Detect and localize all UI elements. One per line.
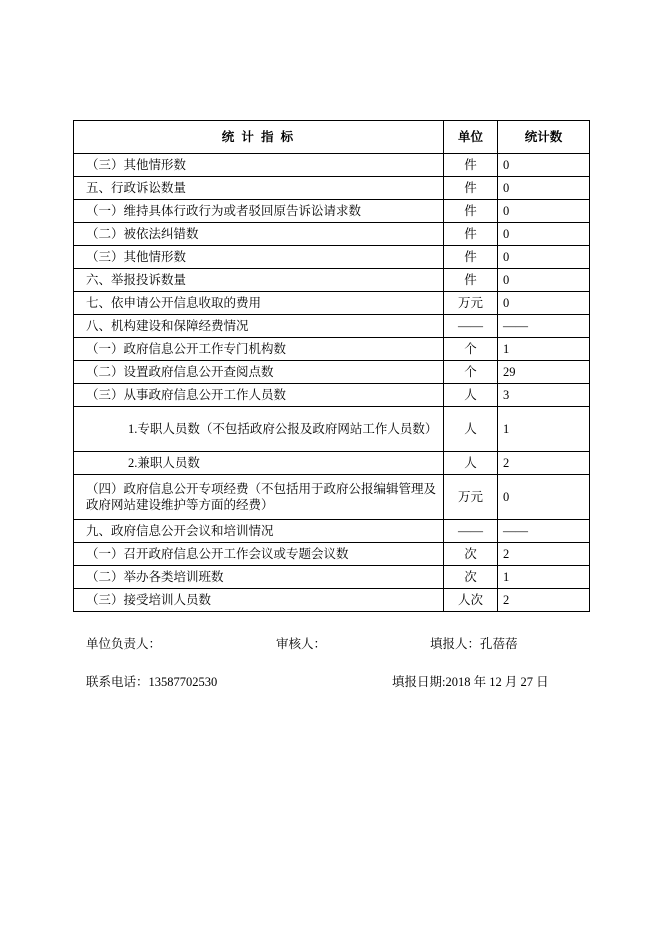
table-row <box>74 543 590 566</box>
reviewer-label: 审核人： <box>276 637 327 651</box>
unit-cell: 件 <box>444 177 498 200</box>
value-cell: 0 <box>498 223 590 246</box>
unit-cell: 万元 <box>444 475 498 520</box>
value-cell: —— <box>498 315 590 338</box>
unit-cell: 个 <box>444 338 498 361</box>
table-row <box>74 246 590 269</box>
indicator-cell: 1.专职人员数（不包括政府公报及政府网站工作人员数） <box>74 407 444 452</box>
table-row <box>74 361 590 384</box>
table-row <box>74 315 590 338</box>
value-cell: 3 <box>498 384 590 407</box>
form-footer <box>73 634 589 692</box>
indicator-cell: （一）维持具体行政行为或者驳回原告诉讼请求数 <box>74 200 444 223</box>
table-row <box>74 177 590 200</box>
statistics-table-container <box>73 120 589 612</box>
value-cell: 0 <box>498 177 590 200</box>
unit-cell: 人 <box>444 452 498 475</box>
table-row <box>74 154 590 177</box>
unit-cell: 次 <box>444 566 498 589</box>
value-cell: 0 <box>498 292 590 315</box>
indicator-cell: 七、依申请公开信息收取的费用 <box>74 292 444 315</box>
indicator-cell: （三）其他情形数 <box>74 246 444 269</box>
unit-cell: 人 <box>444 407 498 452</box>
table-row <box>74 384 590 407</box>
unit-cell: 件 <box>444 154 498 177</box>
unit-cell: 次 <box>444 543 498 566</box>
footer-row-contact <box>73 672 589 692</box>
unit-cell: —— <box>444 315 498 338</box>
unit-cell: 件 <box>444 200 498 223</box>
statistics-table <box>73 120 590 612</box>
unit-cell: —— <box>444 520 498 543</box>
value-cell: 2 <box>498 452 590 475</box>
value-cell: 1 <box>498 338 590 361</box>
value-cell: 0 <box>498 269 590 292</box>
indicator-cell: 2.兼职人员数 <box>74 452 444 475</box>
table-row <box>74 566 590 589</box>
value-cell: 2 <box>498 589 590 612</box>
unit-cell: 人次 <box>444 589 498 612</box>
table-row <box>74 223 590 246</box>
value-cell: 1 <box>498 566 590 589</box>
footer-row-signatures <box>73 634 589 654</box>
value-cell: 0 <box>498 475 590 520</box>
indicator-cell: （一）政府信息公开工作专门机构数 <box>74 338 444 361</box>
indicator-cell: 九、政府信息公开会议和培训情况 <box>74 520 444 543</box>
contact-phone: 联系电话：13587702530 <box>86 675 218 689</box>
value-cell: 0 <box>498 246 590 269</box>
value-cell: 0 <box>498 200 590 223</box>
value-cell: 29 <box>498 361 590 384</box>
table-row <box>74 200 590 223</box>
value-cell: 0 <box>498 154 590 177</box>
indicator-cell: （四）政府信息公开专项经费（不包括用于政府公报编辑管理及政府网站建设维护等方面的经费） <box>74 475 444 520</box>
table-row <box>74 452 590 475</box>
indicator-cell: 八、机构建设和保障经费情况 <box>74 315 444 338</box>
value-cell: —— <box>498 520 590 543</box>
indicator-cell: （三）其他情形数 <box>74 154 444 177</box>
table-row <box>74 589 590 612</box>
unit-cell: 万元 <box>444 292 498 315</box>
table-row <box>74 407 590 452</box>
indicator-cell: （三）接受培训人员数 <box>74 589 444 612</box>
table-row <box>74 475 590 520</box>
indicator-cell: 五、行政诉讼数量 <box>74 177 444 200</box>
header-indicator: 统 计 指 标 <box>74 121 444 154</box>
filler-name: 填报人：孔蓓蓓 <box>430 637 518 651</box>
value-cell: 2 <box>498 543 590 566</box>
indicator-cell: 六、举报投诉数量 <box>74 269 444 292</box>
unit-cell: 件 <box>444 223 498 246</box>
report-date: 填报日期:2018 年 12 月 27 日 <box>392 675 549 689</box>
header-unit: 单位 <box>444 121 498 154</box>
indicator-cell: （二）设置政府信息公开查阅点数 <box>74 361 444 384</box>
table-row <box>74 520 590 543</box>
responsible-person-label: 单位负责人： <box>86 637 162 651</box>
indicator-cell: （三）从事政府信息公开工作人员数 <box>74 384 444 407</box>
table-row <box>74 292 590 315</box>
value-cell: 1 <box>498 407 590 452</box>
header-count: 统计数 <box>498 121 590 154</box>
indicator-cell: （一）召开政府信息公开工作会议或专题会议数 <box>74 543 444 566</box>
table-row <box>74 269 590 292</box>
unit-cell: 件 <box>444 269 498 292</box>
unit-cell: 个 <box>444 361 498 384</box>
table-header <box>74 121 590 154</box>
indicator-cell: （二）被依法纠错数 <box>74 223 444 246</box>
header-row <box>74 121 590 154</box>
table-body <box>74 154 590 612</box>
table-row <box>74 338 590 361</box>
indicator-cell: （二）举办各类培训班数 <box>74 566 444 589</box>
unit-cell: 件 <box>444 246 498 269</box>
unit-cell: 人 <box>444 384 498 407</box>
